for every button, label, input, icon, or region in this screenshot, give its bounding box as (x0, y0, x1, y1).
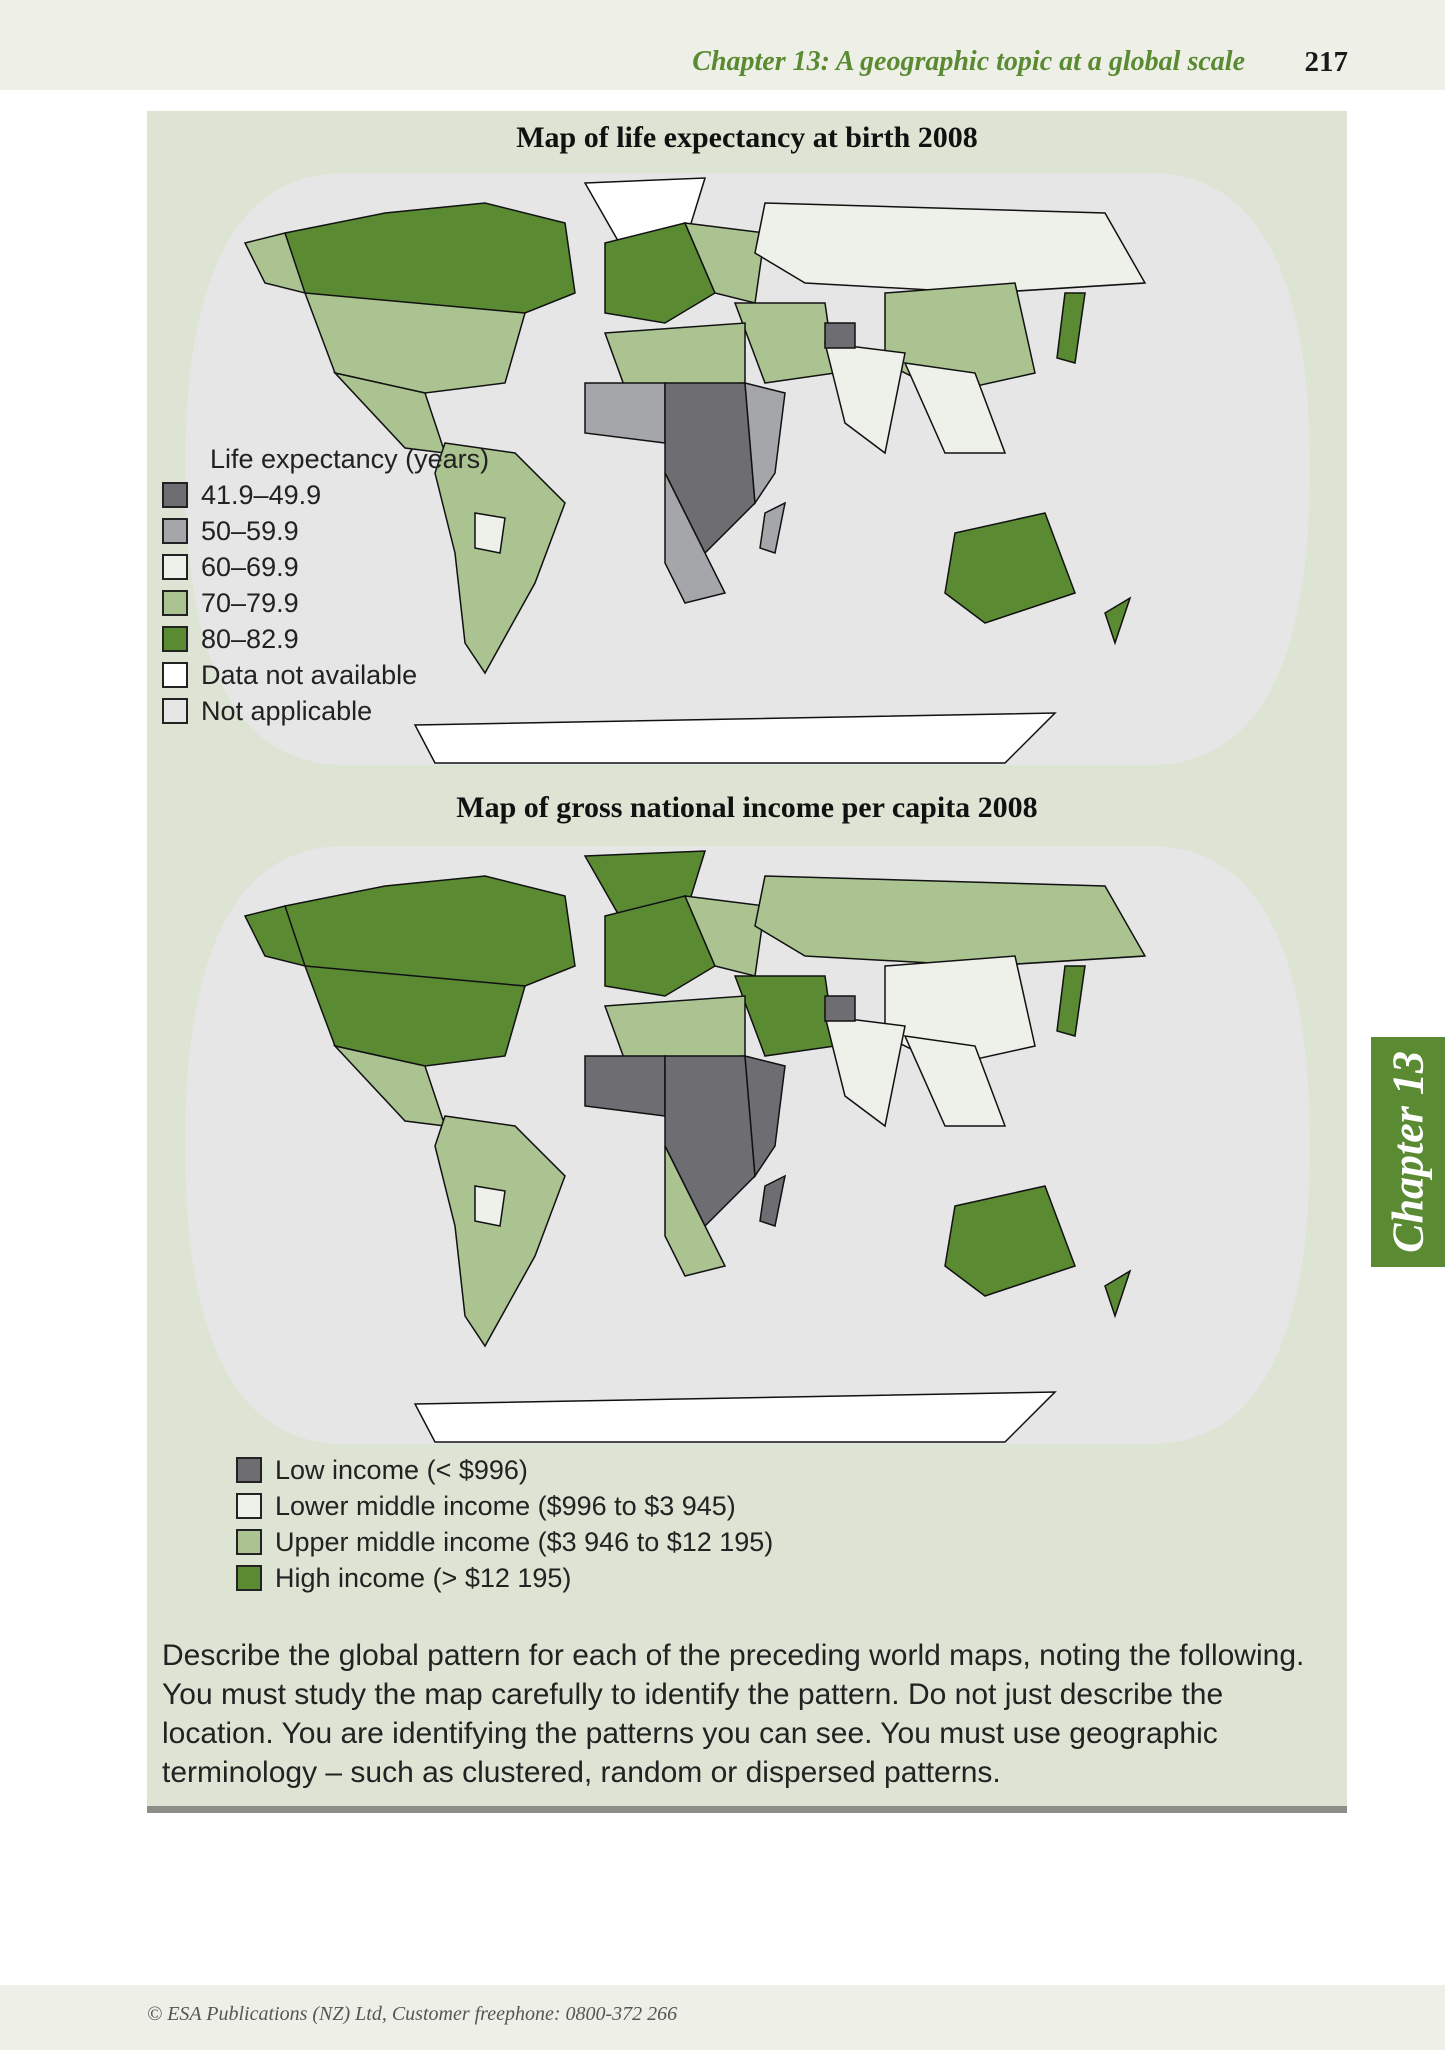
map2-title: Map of gross national income per capita 2008 (456, 791, 1038, 824)
region-west-africa (585, 1056, 665, 1116)
region-afghanistan (825, 323, 855, 348)
legend-item: High income (> $12 195) (236, 1560, 773, 1596)
legend-swatch (236, 1529, 262, 1555)
legend-item: 60–69.9 (162, 549, 489, 585)
footer-copyright: © ESA Publications (NZ) Ltd, Customer freephone: 0800-372 266 (147, 2003, 678, 2025)
region-russia (755, 876, 1145, 966)
legend-item: 50–59.9 (162, 513, 489, 549)
legend-swatch (162, 698, 188, 724)
legend-item: 41.9–49.9 (162, 477, 489, 513)
legend-swatch (162, 590, 188, 616)
chapter-side-tab (1371, 1037, 1445, 1267)
question-line-1: Describe the global pattern for each of the preceding world maps, noting the following. (162, 1639, 1305, 1672)
region-west-africa (585, 383, 665, 443)
legend-item: 80–82.9 (162, 621, 489, 657)
page-number: 217 (1304, 46, 1348, 78)
legend-item: Data not available (162, 657, 489, 693)
side-tab-label: Chapter 13 (1383, 1051, 1433, 1253)
legend-item: 70–79.9 (162, 585, 489, 621)
legend-swatch (236, 1457, 262, 1483)
legend-swatch (236, 1493, 262, 1519)
legend-swatch (236, 1565, 262, 1591)
legend-swatch (162, 518, 188, 544)
chapter-title: Chapter 13: A geographic topic at a global scale (692, 46, 1245, 77)
legend-item: Upper middle income ($3 946 to $12 195) (236, 1524, 773, 1560)
legend-item: Lower middle income ($996 to $3 945) (236, 1488, 773, 1524)
map2-legend (236, 1452, 773, 1596)
question-text (162, 1636, 1342, 1792)
region-russia (755, 203, 1145, 293)
legend-item: Not applicable (162, 693, 489, 729)
legend-title: Life expectancy (years) (210, 444, 490, 474)
content-panel (147, 111, 1347, 1811)
region-north-africa (605, 323, 745, 388)
region-bolivia (475, 1186, 505, 1226)
legend-swatch (162, 626, 188, 652)
gni-per-capita-map (185, 846, 1310, 1444)
panel-bottom-rule (147, 1806, 1347, 1813)
region-afghanistan (825, 996, 855, 1021)
legend-swatch (162, 482, 188, 508)
legend-swatch (162, 662, 188, 688)
question-line-2: You must study the map carefully to identify the pattern. Do not just describe the location. You are identifying the patterns you can see. You must use geographic terminology – such as clustered, random or dispersed patterns. (162, 1678, 1224, 1789)
map1-legend (162, 441, 489, 729)
legend-swatch (162, 554, 188, 580)
map1-title: Map of life expectancy at birth 2008 (516, 121, 978, 154)
region-north-africa (605, 996, 745, 1061)
legend-item: Low income (< $996) (236, 1452, 773, 1488)
